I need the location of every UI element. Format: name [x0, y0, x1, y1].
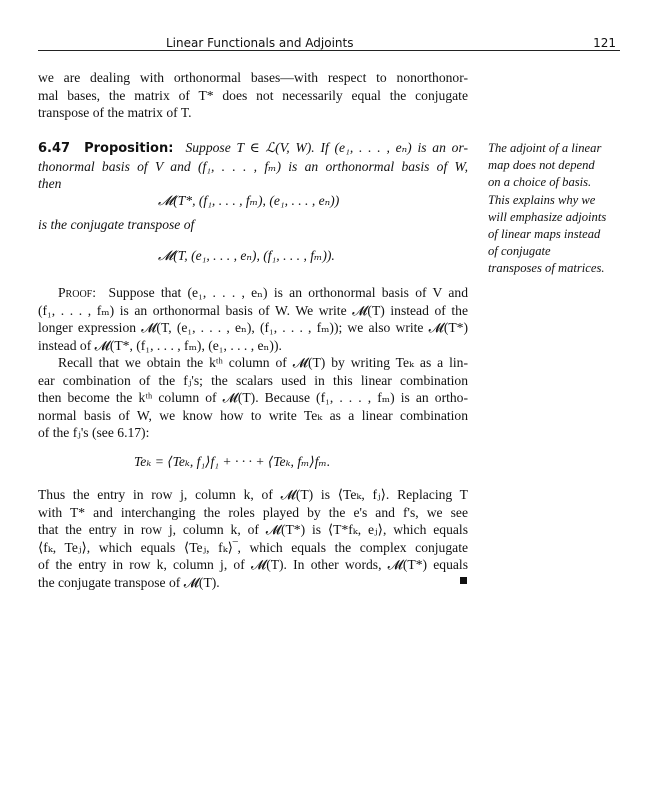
margin-note-line: on a choice of basis.	[488, 175, 592, 190]
margin-note-line: transposes of matrices.	[488, 261, 605, 276]
proof-line: of the entry in row k, column j, of 𝓜(T). In other words, 𝓜(T*) equals	[38, 557, 468, 572]
proof-line: Suppose that (e₁, . . . , eₙ) is an orthonormal basis of V and	[108, 285, 469, 300]
display-equation-2: 𝓜(T, (e₁, . . . , eₙ), (f₁, . . . , fₘ)).	[158, 248, 335, 263]
running-head-title: Linear Functionals and Adjoints	[166, 36, 354, 50]
margin-note-line: will emphasize adjoints	[488, 209, 607, 224]
proof-line: Recall that we obtain the kᵗʰ column of 𝓜(T) by writing Teₖ as a lin-	[58, 355, 468, 370]
intro-paragraph	[38, 69, 468, 122]
running-head	[38, 36, 620, 51]
page-number: 121	[593, 36, 616, 50]
margin-note-line: of linear maps instead	[488, 227, 601, 242]
intro-line: we are dealing with orthonormal bases—with respect to nonorthonor-	[38, 70, 468, 85]
proposition-line: then	[38, 176, 62, 191]
proof-line: Thus the entry in row j, column k, of 𝓜(T) is ⟨Teₖ, fⱼ⟩. Replacing T	[38, 487, 468, 502]
margin-note-line: The adjoint of a linear	[488, 141, 602, 155]
intro-line: mal bases, the matrix of T* does not necessarily equal the conjugate	[38, 87, 468, 103]
proof-line: that the entry in row j, column k, of 𝓜(T*) is ⟨T*fₖ, eⱼ⟩, which equals	[38, 522, 468, 537]
proposition-number: 6.47	[38, 141, 71, 156]
proposition-line: thonormal basis of V and (f₁, . . . , fₘ) is an orthonormal basis of W,	[38, 158, 468, 174]
proof-line: (f₁, . . . , fₘ) is an orthonormal basis of W. We write 𝓜(T) instead of the	[38, 302, 468, 318]
margin-note-line: map does not depend	[488, 158, 595, 173]
conjugate-transpose-text: is the conjugate transpose of	[38, 217, 195, 232]
proposition-line: Suppose T ∈ ℒ(V, W). If (e₁, . . . , eₙ) is an or-	[185, 140, 468, 155]
proof-line: instead of 𝓜(T*, (f₁, . . . , fₘ), (e₁, . . . , eₙ)).	[38, 337, 282, 353]
proof-line: with T* and interchanging the roles played by the e's and f's, we see	[38, 504, 468, 520]
proposition-label: Proposition:	[84, 141, 174, 156]
intro-line: transpose of the matrix of T.	[38, 105, 192, 120]
proof-line: then become the kᵗʰ column of 𝓜(T). Because (f₁, . . . , fₘ) is an ortho-	[38, 390, 468, 405]
proof-line: of the fⱼ's (see 6.17):	[38, 425, 150, 440]
margin-note-line: of conjugate	[488, 244, 551, 259]
proof-line: ⟨fₖ, Teⱼ⟩, which equals ⟨Teⱼ, fₖ⟩‾, which equals the complex conjugate	[38, 539, 468, 555]
proof-line: the conjugate transpose of 𝓜(T).	[38, 574, 220, 590]
proof-paragraph	[38, 284, 468, 442]
proof-line: ear combination of the fⱼ's; the scalars used in this linear combination	[38, 372, 468, 388]
display-equation-1: 𝓜(T*, (f₁, . . . , fₘ), (e₁, . . . , eₙ))	[158, 193, 340, 208]
margin-note	[488, 140, 623, 278]
proof-line: longer expression 𝓜(T, (e₁, . . . , eₙ), (f₁, . . . , fₘ)); we also write 𝓜(T*)	[38, 320, 468, 335]
proof-line: normal basis of W, we know how to write Teₖ as a linear combination	[38, 407, 468, 423]
proof-label: Proof:	[58, 285, 97, 300]
proposition-block	[38, 139, 468, 193]
proof-conclusion	[38, 486, 468, 591]
qed-square	[460, 577, 467, 584]
display-equation-3: Teₖ = ⟨Teₖ, f₁⟩f₁ + · · · + ⟨Teₖ, fₘ⟩fₘ.	[134, 454, 331, 469]
margin-note-line: This explains why we	[488, 192, 596, 207]
